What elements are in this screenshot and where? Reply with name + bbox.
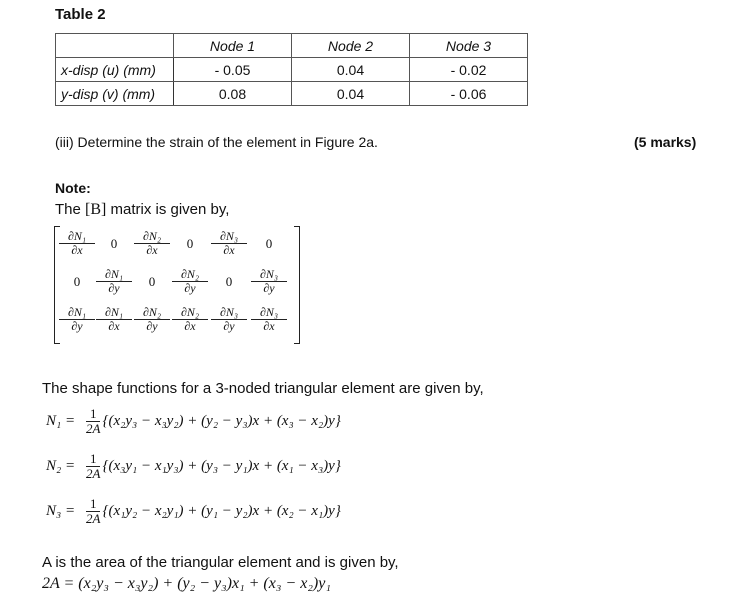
question-text: (iii) Determine the strain of the element in Figure 2a. <box>55 134 378 150</box>
matrix-entry <box>96 306 132 333</box>
n3-lhs: N₃ = <box>46 502 76 519</box>
matrix-numerator: ∂N₁ <box>96 268 132 282</box>
b-symbol: [B] <box>85 201 107 218</box>
n2-fraction <box>86 452 100 481</box>
b-matrix-intro <box>55 201 229 219</box>
table-header-row <box>56 34 528 58</box>
table-corner-cell <box>56 34 174 58</box>
matrix-numerator: ∂N₁ <box>96 306 132 320</box>
table-row <box>56 82 528 106</box>
area-intro: A is the area of the triangular element and is given by, <box>42 554 399 571</box>
matrix-entry: 0 <box>225 274 233 289</box>
table-cell: 0.04 <box>292 58 410 82</box>
matrix-numerator: ∂N₃ <box>251 306 287 320</box>
matrix-numerator: ∂N₃ <box>211 230 247 244</box>
header-node-1: Node 1 <box>174 34 292 58</box>
matrix-entry: 0 <box>148 274 156 289</box>
b-intro-prefix: The <box>55 201 86 218</box>
n3-fraction <box>86 497 100 526</box>
matrix-numerator: ∂N₃ <box>251 268 287 282</box>
matrix-entry: 0 <box>265 236 273 251</box>
table-cell: - 0.02 <box>410 58 528 82</box>
fraction-numerator: 1 <box>86 497 100 512</box>
matrix-right-bracket <box>294 226 300 344</box>
n1-lhs: N₁ = <box>46 412 76 429</box>
table-cell: - 0.06 <box>410 82 528 106</box>
matrix-denominator: ∂y <box>108 281 120 295</box>
matrix-numerator: ∂N₂ <box>134 306 170 320</box>
shape-function-n3 <box>46 497 341 526</box>
table-cell: 0.08 <box>174 82 292 106</box>
n1-rhs: {(x₂y₃ − x₃y₂) + (y₂ − y₃)x + (x₃ − x₂)y} <box>102 412 341 429</box>
note-heading: Note: <box>55 180 91 196</box>
matrix-numerator: ∂N₂ <box>172 306 208 320</box>
fraction-numerator: 1 <box>86 407 100 422</box>
matrix-entry <box>134 230 170 257</box>
matrix-denominator: ∂x <box>71 243 83 257</box>
fraction-denominator: 2A <box>86 421 101 436</box>
matrix-denominator: ∂x <box>146 243 158 257</box>
matrix-numerator: ∂N₁ <box>59 230 95 244</box>
displacement-table <box>55 33 528 106</box>
table-title: Table 2 <box>55 6 106 23</box>
matrix-denominator: ∂y <box>71 319 83 333</box>
fraction-denominator: 2A <box>86 511 101 526</box>
matrix-denominator: ∂x <box>108 319 120 333</box>
table-cell: 0.04 <box>292 82 410 106</box>
header-node-2: Node 2 <box>292 34 410 58</box>
matrix-entry <box>211 306 247 333</box>
matrix-entry: 0 <box>186 236 194 251</box>
n2-rhs: {(x₃y₁ − x₁y₃) + (y₃ − y₁)x + (x₁ − x₃)y} <box>102 457 341 474</box>
header-node-3: Node 3 <box>410 34 528 58</box>
matrix-entry <box>251 306 287 333</box>
matrix-denominator: ∂y <box>184 281 196 295</box>
fraction-numerator: 1 <box>86 452 100 467</box>
b-matrix <box>54 226 300 344</box>
matrix-entry <box>96 268 132 295</box>
n2-lhs: N₂ = <box>46 457 76 474</box>
matrix-denominator: ∂x <box>263 319 275 333</box>
matrix-denominator: ∂x <box>223 243 235 257</box>
matrix-denominator: ∂x <box>184 319 196 333</box>
matrix-entry <box>134 306 170 333</box>
area-equation: 2A = (x₂y₃ − x₃y₂) + (y₂ − y₃)x₁ + (x₃ − x₂)y₁ <box>42 575 331 592</box>
n1-fraction <box>86 407 100 436</box>
row-label-x-disp: x-disp (u) (mm) <box>56 58 174 82</box>
b-intro-suffix: matrix is given by, <box>106 201 230 218</box>
fraction-denominator: 2A <box>86 466 101 481</box>
matrix-entry <box>59 230 95 257</box>
matrix-entry <box>172 306 208 333</box>
row-label-y-disp: y-disp (v) (mm) <box>56 82 174 106</box>
matrix-numerator: ∂N₂ <box>172 268 208 282</box>
shape-function-n1 <box>46 407 341 436</box>
matrix-entry: 0 <box>73 274 81 289</box>
matrix-denominator: ∂y <box>146 319 158 333</box>
table-cell: - 0.05 <box>174 58 292 82</box>
matrix-entry <box>211 230 247 257</box>
table-row <box>56 58 528 82</box>
matrix-entry: 0 <box>110 236 118 251</box>
matrix-denominator: ∂y <box>223 319 235 333</box>
matrix-numerator: ∂N₃ <box>211 306 247 320</box>
shape-functions-intro: The shape functions for a 3-noded triangular element are given by, <box>42 380 484 397</box>
matrix-entry <box>59 306 95 333</box>
question-marks: (5 marks) <box>634 134 697 150</box>
matrix-entry <box>251 268 287 295</box>
matrix-numerator: ∂N₂ <box>134 230 170 244</box>
shape-function-n2 <box>46 452 341 481</box>
matrix-entry <box>172 268 208 295</box>
n3-rhs: {(x₁y₂ − x₂y₁) + (y₁ − y₂)x + (x₂ − x₁)y} <box>102 502 341 519</box>
matrix-numerator: ∂N₁ <box>59 306 95 320</box>
matrix-denominator: ∂y <box>263 281 275 295</box>
